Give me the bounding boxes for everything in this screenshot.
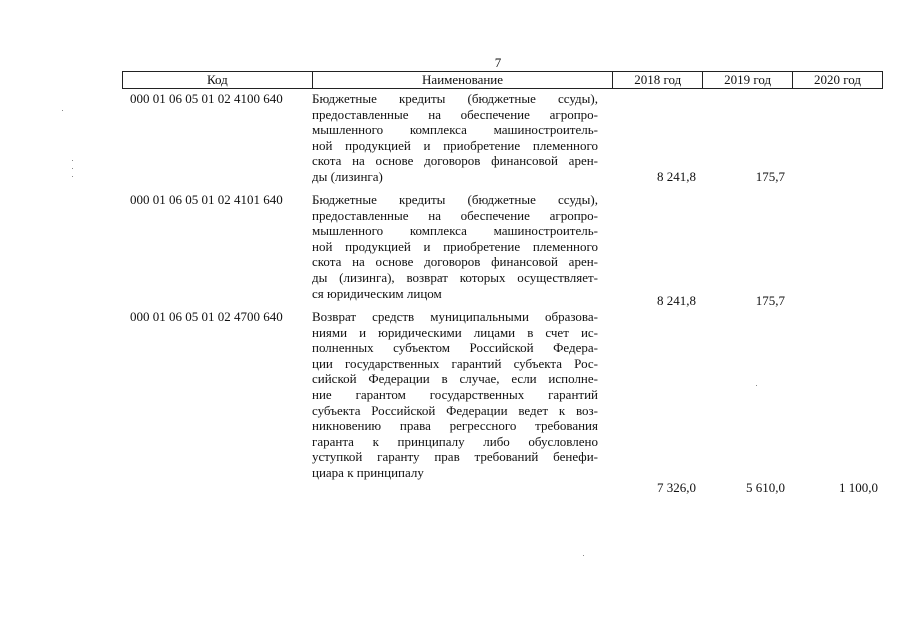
name-line: полненных субъектом Российской Федера- [312, 340, 598, 356]
row-name [312, 309, 598, 481]
name-line: ной продукцией и приобретение племенного [312, 137, 598, 153]
name-line: мышленного комплекса машиностроитель- [312, 122, 598, 138]
name-line: мышленного комплекса машиностроитель- [312, 223, 598, 239]
name-line: ся юридическим лицом [312, 285, 442, 301]
header-code: Код [206, 72, 228, 87]
name-line: Бюджетные кредиты (бюджетные ссуды), [312, 91, 598, 106]
name-line: циара к принципалу [312, 464, 424, 480]
name-line: скота на основе договоров финансовой арен- [312, 153, 598, 169]
name-line: уступкой гаранту прав требований бенефи- [312, 449, 598, 465]
name-line: предоставленные на обеспечение агропро- [312, 207, 598, 223]
row-code: 000 01 06 05 01 02 4100 640 [130, 91, 283, 106]
table-header [122, 71, 883, 89]
name-line: ции государственных гарантий субъекта Рос- [312, 355, 598, 371]
name-line: ние гарантом государственных гарантий [312, 386, 598, 402]
row-code: 000 01 06 05 01 02 4700 640 [130, 309, 283, 324]
value-2018: 8 241,8 [657, 169, 696, 184]
scan-speck [72, 176, 73, 177]
scan-speck [72, 160, 73, 161]
name-line: ды (лизинга), возврат которых осуществляет- [312, 269, 598, 285]
name-line: скота на основе договоров финансовой арен- [312, 254, 598, 270]
value-2019: 5 610,0 [746, 480, 785, 495]
name-line: гаранта к принципалу либо обусловлено [312, 433, 598, 449]
name-line: Возврат средств муниципальными образова- [312, 309, 598, 324]
row-name [312, 91, 598, 185]
name-line: ной продукцией и приобретение племенного [312, 238, 598, 254]
row-name [312, 192, 598, 301]
page-number: 7 [494, 55, 502, 70]
name-line: ды (лизинга) [312, 168, 383, 184]
header-2018: 2018 год [612, 72, 702, 88]
scan-speck [62, 110, 63, 111]
value-2019: 175,7 [755, 293, 785, 308]
name-line: Бюджетные кредиты (бюджетные ссуды), [312, 192, 598, 207]
name-line: никновению права регрессного требования [312, 418, 598, 434]
name-line: сийской Федерации в случае, если исполне- [312, 371, 598, 387]
name-line: предоставленные на обеспечение агропро- [312, 106, 598, 122]
header-2019: 2019 год [702, 72, 792, 88]
scan-speck [72, 168, 73, 169]
scan-speck [756, 385, 757, 386]
value-2019: 175,7 [755, 169, 785, 184]
value-2018: 7 326,0 [657, 480, 696, 495]
row-code: 000 01 06 05 01 02 4101 640 [130, 192, 283, 207]
header-name: Наименование [312, 72, 613, 88]
scan-speck [583, 555, 584, 556]
header-2020: 2020 год [792, 72, 882, 88]
name-line: ниями и юридическими лицами в счет ис- [312, 324, 598, 340]
value-2018: 8 241,8 [657, 293, 696, 308]
value-2020: 1 100,0 [839, 480, 878, 495]
name-line: субъекта Российской Федерации ведет к воз- [312, 402, 598, 418]
